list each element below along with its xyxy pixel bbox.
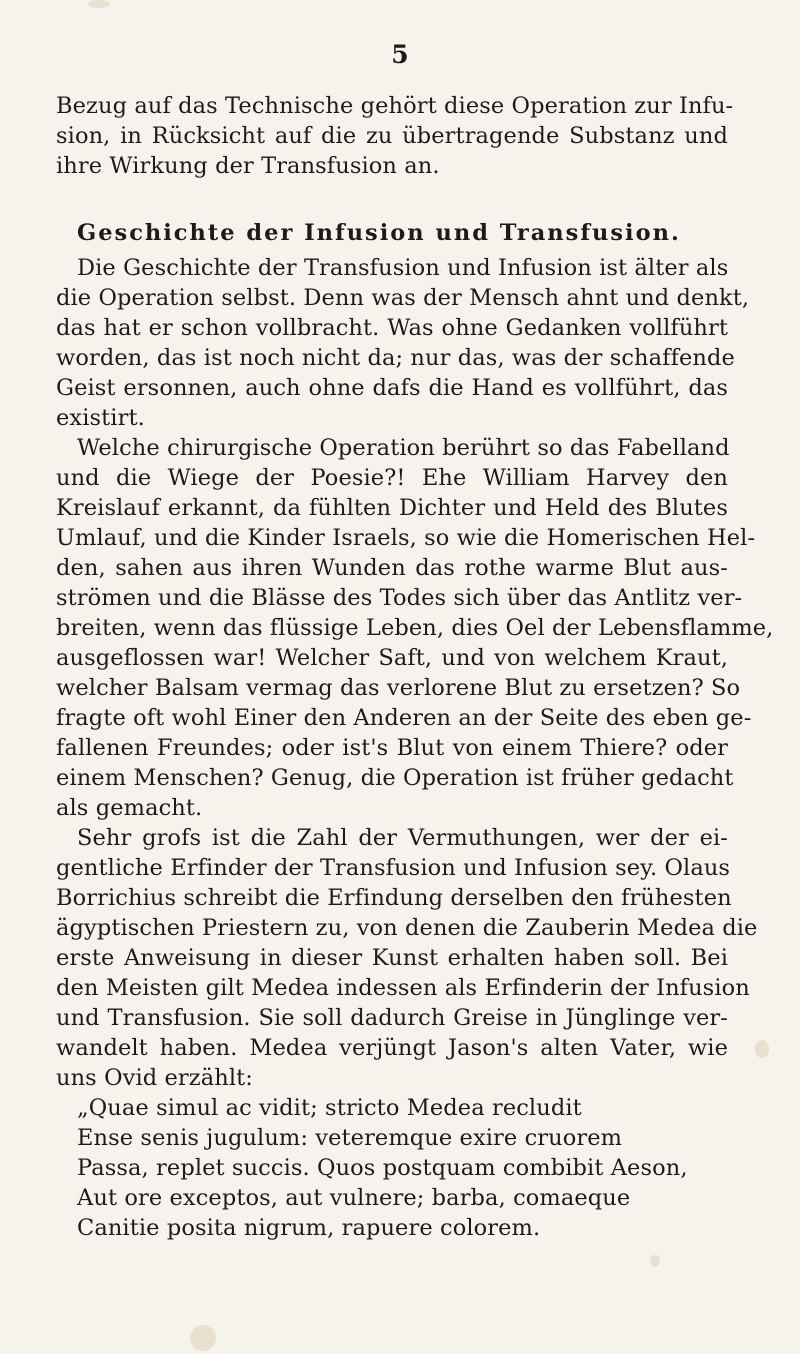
verse-line: Ense senis jugulum: veteremque exire cruorem bbox=[77, 1125, 623, 1151]
text-line: ihre Wirkung der Transfusion an. bbox=[56, 153, 440, 179]
text-line: einem Menschen? Genug, die Operation ist früher gedacht bbox=[56, 765, 734, 791]
section-heading: Geschichte der Infusion und Transfusion. bbox=[77, 220, 681, 246]
paper-stain bbox=[88, 0, 110, 8]
text-line: worden, das ist noch nicht da; nur das, was der schaffende bbox=[56, 345, 735, 371]
text-line: Geist ersonnen, auch ohne dafs die Hand es vollführt, das bbox=[56, 375, 728, 401]
text-line: Welche chirurgische Operation berührt so das Fabelland bbox=[77, 435, 730, 461]
text-line: Sehr grofs ist die Zahl der Vermuthungen, wer der ei- bbox=[77, 825, 728, 851]
text-line: existirt. bbox=[56, 405, 145, 431]
text-line: strömen und die Blässe des Todes sich über das Antlitz ver- bbox=[56, 585, 743, 611]
text-line: Kreislauf erkannt, da fühlten Dichter und Held des Blutes bbox=[56, 495, 728, 521]
page-number: 5 bbox=[391, 40, 409, 69]
text-line: als gemacht. bbox=[56, 795, 203, 821]
verse-line: „Quae simul ac vidit; stricto Medea recludit bbox=[77, 1095, 582, 1121]
verse-line: Aut ore exceptos, aut vulnere; barba, comaeque bbox=[77, 1185, 631, 1211]
text-line: welcher Balsam vermag das verlorene Blut zu ersetzen? So bbox=[56, 675, 741, 701]
text-line: ausgeflossen war! Welcher Saft, und von welchem Kraut, bbox=[56, 645, 728, 671]
paper-stain bbox=[650, 1255, 660, 1267]
text-line: und die Wiege der Poesie?! Ehe William Harvey den bbox=[56, 465, 728, 491]
text-line: wandelt haben. Medea verjüngt Jason's alten Vater, wie bbox=[56, 1035, 728, 1061]
verse-line: Passa, replet succis. Quos postquam combibit Aeson, bbox=[77, 1155, 688, 1181]
text-line: breiten, wenn das flüssige Leben, dies Oel der Lebensflamme, bbox=[56, 615, 774, 641]
text-line: den, sahen aus ihren Wunden das rothe warme Blut aus- bbox=[56, 555, 728, 581]
text-line: die Operation selbst. Denn was der Mensch ahnt und denkt, bbox=[56, 285, 750, 311]
paper-stain bbox=[190, 1325, 216, 1351]
text-line: Bezug auf das Technische gehört diese Operation zur Infu- bbox=[56, 93, 734, 119]
paper-stain bbox=[755, 1040, 769, 1058]
text-line: den Meisten gilt Medea indessen als Erfinderin der Infusion bbox=[56, 975, 750, 1001]
text-line: fallenen Freundes; oder ist's Blut von einem Thiere? oder bbox=[56, 735, 728, 761]
text-line: gentliche Erfinder der Transfusion und Infusion sey. Olaus bbox=[56, 855, 731, 881]
verse-line: Canitie posita nigrum, rapuere colorem. bbox=[77, 1215, 541, 1241]
text-line: und Transfusion. Sie soll dadurch Greise in Jünglinge ver- bbox=[56, 1005, 728, 1031]
text-line: Die Geschichte der Transfusion und Infusion ist älter als bbox=[77, 255, 729, 281]
text-line: ägyptischen Priestern zu, von denen die Zauberin Medea die bbox=[56, 915, 758, 941]
text-line: fragte oft wohl Einer den Anderen an der Seite des eben ge- bbox=[56, 705, 752, 731]
text-line: sion, in Rücksicht auf die zu übertragende Substanz und bbox=[56, 123, 728, 149]
text-line: das hat er schon vollbracht. Was ohne Gedanken vollführt bbox=[56, 315, 728, 341]
text-line: Umlauf, und die Kinder Israels, so wie die Homerischen Hel- bbox=[56, 525, 756, 551]
text-line: Borrichius schreibt die Erfindung derselben den frühesten bbox=[56, 885, 732, 911]
text-line: uns Ovid erzählt: bbox=[56, 1065, 253, 1091]
text-line: erste Anweisung in dieser Kunst erhalten haben soll. Bei bbox=[56, 945, 728, 971]
